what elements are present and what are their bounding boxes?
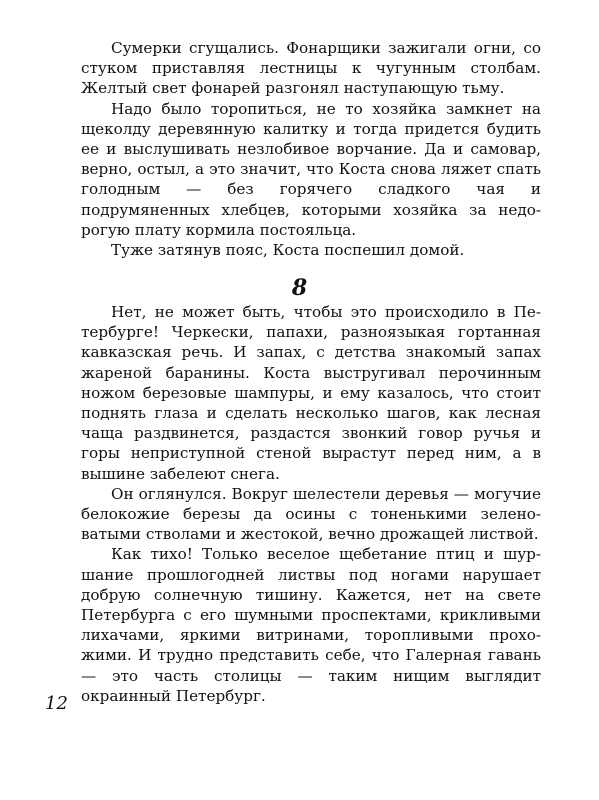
paragraph: Сумерки сгущались. Фонарщики зажигали огни, со стуком приставляя лестницы к чугунным столбам. Желтый свет фонарей разгонял наступающую тьму. [81, 39, 541, 98]
paragraph: Туже затянув пояс, Коста поспешил домой. [111, 241, 465, 260]
paragraph: Как тихо! Только веселое щебетание птиц и шуршание прошлогодней листвы под ногами нарушает добрую солнечную тишину. Кажется, нет на свете Петербурга с его шумными проспектами, крикливыми лихачами, яркими витринами, торопливыми прохожими. И трудно представить себе, что Галерная гавань — это часть столицы — таким нищим выглядит окраинный Петербург. [81, 545, 541, 705]
chapter-number: 8 [291, 275, 308, 301]
paragraph: Надо было торопиться, не то хозяйка замкнет на щеколду деревянную калитку и тогда придется будить ее и выслушивать незлобивое ворчание. Да и самовар, верно, остыл, а это значит, что Коста снова ляжет спать голодным — без горячего сладкого чая и подрумяненных хлебцев, которыми хозяйка за недорогую плату кормила постояльца. [81, 99, 541, 239]
page-number: 12 [45, 693, 68, 714]
paragraph: Он оглянулся. Вокруг шелестели деревья — могучие белокожие березы да осины с тоненькими зеленоватыми стволами и жестокой, вечно дрожащей листвой. [81, 484, 541, 544]
text-block-chapter-8 [81, 302, 541, 706]
text-block-before-chapter [81, 38, 541, 260]
paragraph: Нет, не может быть, чтобы это происходило в Петербурге! Черкески, папахи, разноязыкая гортанная кавказская речь. И запах, с детства знакомый запах жареной баранины. Коста выстругивал перочинным ножом березовые шампуры, и ему казалось, что стоит поднять глаза и сделать несколько шагов, как лесная чаща раздвинется, раздастся звонкий говор ручья и горы неприступной стеной вырастут перед ним, а в вышине забелеют снега. [81, 303, 541, 483]
